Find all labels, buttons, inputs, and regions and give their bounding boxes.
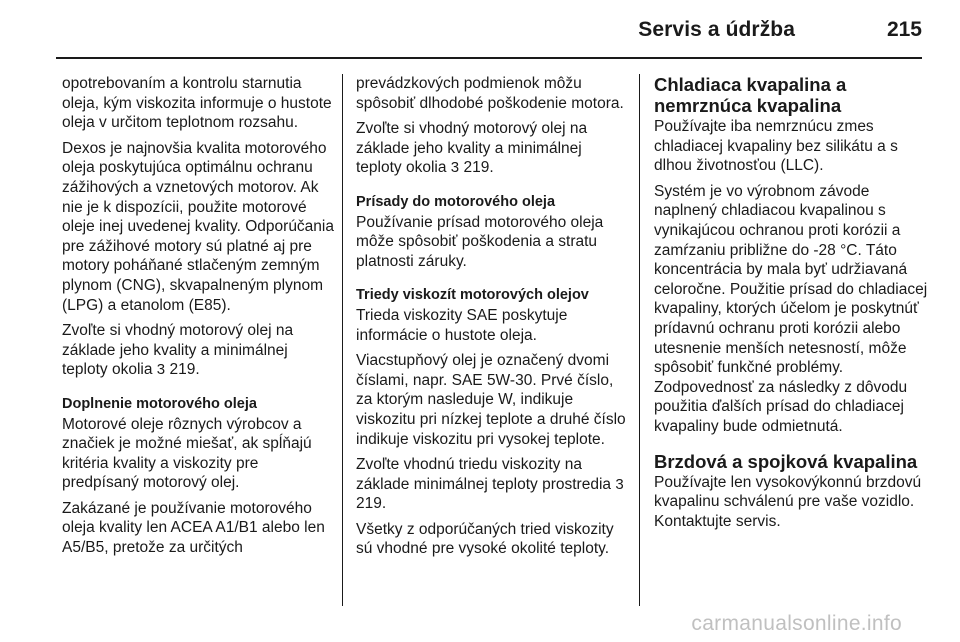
page-reference-link[interactable]: 219. (169, 361, 200, 379)
paragraph: Používajte iba nemrznúcu zmes chladiacej kvapaliny bez silikátu a s dlhou životnosťou (LLC). (654, 118, 898, 175)
paragraph-with-reference: Zvoľte si vhodný motorový olej na základe jeho kvality a minimálnej teploty okolia 3 219. (356, 120, 588, 177)
paragraph-with-reference: Zvoľte vhodnú triedu viskozity na základe minimálnej teploty prostredia 3 219. (356, 456, 624, 513)
text-column-2 (356, 74, 631, 565)
section-heading: Chladiaca kvapalina a nemrznúca kvapalina (654, 74, 847, 116)
page-reference-link[interactable]: 219. (463, 159, 494, 177)
page-reference-link[interactable]: 219. (356, 495, 387, 513)
section-subheading: Doplnenie motorového oleja (62, 395, 257, 412)
paragraph-with-reference: Zvoľte si vhodný motorový olej na základe jeho kvality a minimálnej teploty okolia 3 219. (62, 322, 294, 379)
section-heading: Brzdová a spojková kvapalina (654, 450, 918, 472)
section-subheading: Prísady do motorového oleja (356, 193, 556, 210)
paragraph: Dexos je najnovšia kvalita motorového oleja poskytujúca optimálnu ochranu zážihových a vznetových motorov. Ak nie je k dispozícii, použite motorové oleje inej uvedenej kvality. Odporúčania pre zážihové motory sú platné aj pre motory poháňané stlačeným zemným plynom (CNG), skvapalneným plynom (LPG) a etanolom (E85). (62, 139, 334, 314)
paragraph: Systém je vo výrobnom závode naplnený chladiacou kvapalinou s vynikajúcou ochranou proti korózii a zamŕzaniu približne do -28 °C. Táto koncentrácia by mala byť udržiavaná celoročne. Použitie prísad do chladiacej kvapaliny, ktorých účelom je poskytnúť prídavnú ochranu proti korózii alebo utesnenie menších netesností, môže spôsobiť funkčné problémy. Zodpovednosť za následky z dôvodu použitia ďalších prísad do chladiacej kvapaliny bude odmietnutá. (654, 182, 928, 435)
section-subheading: Triedy viskozít motorových olejov (356, 287, 589, 304)
text-column-1 (62, 74, 334, 564)
paragraph: Viacstupňový olej je označený dvomi číslami, napr. SAE 5W-30. Prvé číslo, za ktorým nasleduje W, indikuje viskozitu pri nízkej teplote a druhé číslo indikuje viskozitu pri vysokej teplote. (356, 352, 626, 448)
paragraph: Používanie prísad motorového oleja môže spôsobiť poškodenia a stratu platnosti záruky. (356, 213, 604, 270)
arrow-right-icon: 3 (450, 159, 460, 177)
page-number: 215 (886, 18, 922, 41)
paragraph: Všetky z odporúčaných tried viskozity sú vhodné pre vysoké okolité teploty. (356, 520, 614, 558)
arrow-right-icon: 3 (615, 475, 624, 493)
paragraph: opotrebovaním a kontrolu starnutia oleja, kým viskozita informuje o hustote oleja v určitom teplotnom rozsahu. (62, 75, 332, 132)
paragraph: Používajte len vysokovýkonnú brzdovú kvapalinu schválenú pre vaše vozidlo. Kontaktujte servis. (654, 473, 922, 530)
watermark-text: carmanualsonline.info (691, 612, 902, 635)
arrow-right-icon: 3 (156, 361, 166, 379)
header-divider (56, 57, 922, 59)
column-divider-1 (342, 74, 343, 606)
paragraph: Zakázané je používanie motorového oleja kvality len ACEA A1/B1 alebo len A5/B5, pretože za určitých (62, 499, 325, 557)
text-column-3 (654, 74, 934, 537)
paragraph: Motorové oleje rôznych výrobcov a značiek je možné miešať, ak spĺňajú kritéria kvality a viskozity pre predpísaný motorový olej. (62, 415, 312, 492)
paragraph: Trieda viskozity SAE poskytuje informácie o hustote oleja. (356, 306, 568, 344)
paragraph: prevádzkových podmienok môžu spôsobiť dlhodobé poškodenie motora. (356, 75, 624, 112)
page-title: Servis a údržba (638, 18, 795, 41)
column-divider-2 (639, 74, 640, 606)
